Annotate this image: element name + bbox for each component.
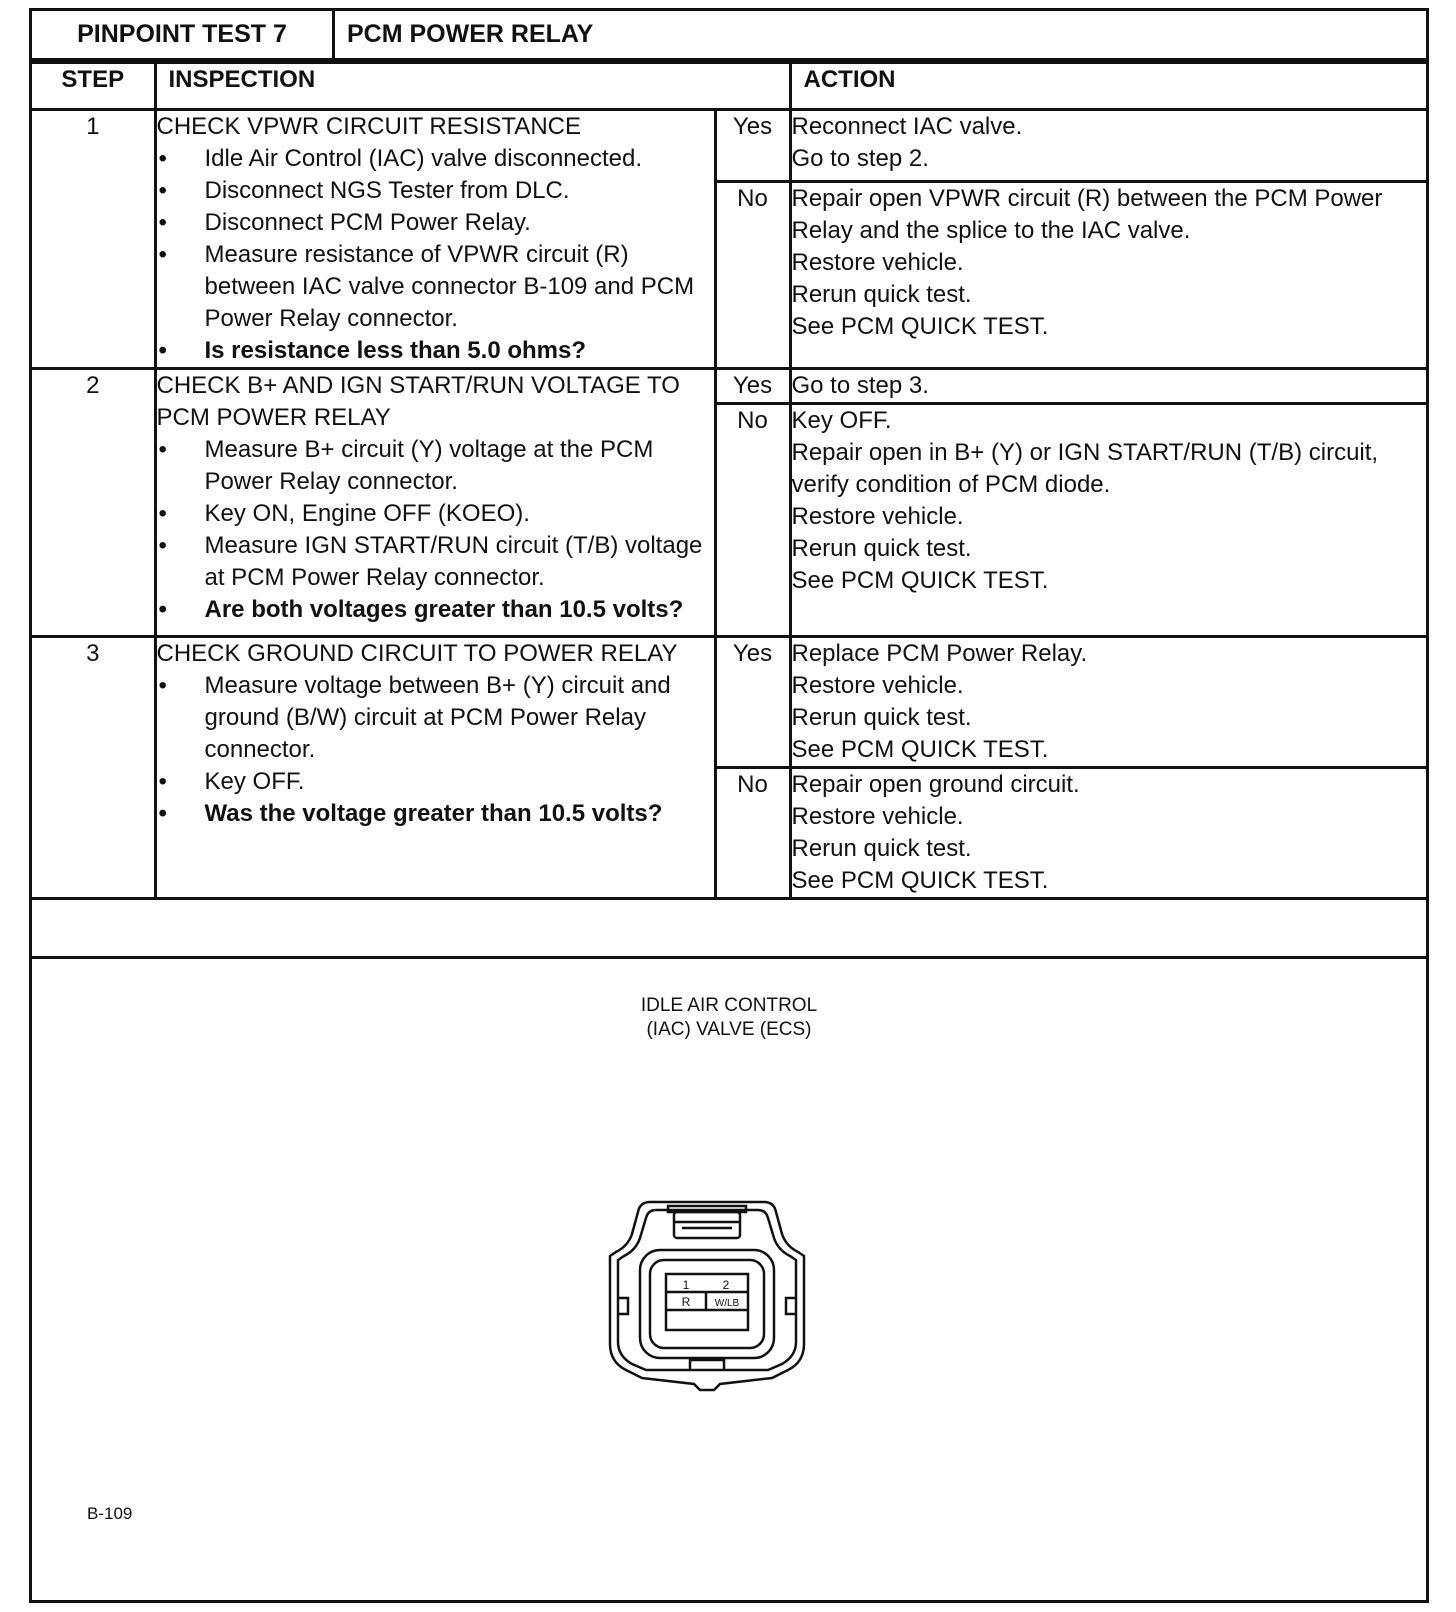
no-label: No: [715, 768, 790, 899]
pin-1-color: R: [681, 1295, 691, 1309]
check-item: • Disconnect NGS Tester from DLC.: [157, 175, 714, 207]
step-row: [32, 637, 1426, 768]
no-action: [790, 181, 1426, 368]
action-line: Key OFF.: [791, 407, 892, 434]
pin-2-number: 2: [722, 1278, 730, 1292]
inspection-cell: [155, 110, 715, 369]
test-name: PCM POWER RELAY: [347, 20, 594, 48]
check-item: • Key OFF.: [157, 766, 714, 798]
action-line: See PCM QUICK TEST.: [791, 312, 1049, 340]
step-number: 2: [32, 369, 155, 637]
column-header-row: [32, 63, 1426, 110]
no-action: [790, 404, 1426, 637]
inspection-title: CHECK B+ AND IGN START/RUN VOLTAGE TO PCM POWER RELAY: [156, 372, 680, 431]
yes-action: [790, 637, 1426, 768]
action-line: See PCM QUICK TEST.: [791, 736, 1049, 763]
diagram-title-line: IDLE AIR CONTROL: [640, 995, 818, 1016]
connector-side-tab: [786, 1298, 796, 1314]
action-line: Rerun quick test.: [791, 535, 972, 562]
action-line: Reconnect IAC valve.: [791, 113, 1023, 140]
step-number: 1: [32, 110, 155, 369]
check-item: • Disconnect PCM Power Relay.: [157, 207, 714, 239]
inspection-checklist: [157, 670, 714, 830]
no-action: [790, 768, 1426, 899]
action-line: See PCM QUICK TEST.: [791, 567, 1049, 594]
step-number: 3: [32, 637, 155, 899]
action-column-header: ACTION: [790, 63, 1426, 110]
step-row: [32, 110, 1426, 182]
check-item: • Measure B+ circuit (Y) voltage at the PCM Power Relay connector.: [157, 434, 714, 498]
no-label: No: [715, 404, 790, 637]
inspection-checklist: [157, 143, 714, 367]
inspection-column-header: INSPECTION: [155, 63, 790, 110]
yes-action: [790, 369, 1426, 404]
action-line: Rerun quick test.: [791, 835, 972, 862]
connector-latch: [674, 1212, 740, 1238]
action-line: Replace PCM Power Relay.: [791, 640, 1088, 667]
iac-connector-diagram: [602, 1194, 812, 1394]
test-header: [32, 11, 1426, 61]
connector-id-label: B-109: [87, 1504, 133, 1523]
action-line: Repair open in B+ (Y) or IGN START/RUN (T/B) circuit, verify condition of PCM diode.: [791, 439, 1379, 498]
check-item: • Idle Air Control (IAC) valve disconnected.: [157, 143, 714, 175]
test-label: PINPOINT TEST 7: [32, 11, 335, 58]
connector-bottom-key: [690, 1360, 724, 1370]
diagram-title-line: (IAC) VALVE (ECS): [646, 1019, 812, 1040]
action-line: Repair open VPWR circuit (R) between the PCM Power Relay and the splice to the IAC valve.: [791, 184, 1383, 244]
inspection-checklist: [157, 434, 714, 626]
action-line: Restore vehicle.: [791, 803, 964, 830]
inspection-cell: [155, 369, 715, 637]
action-line: Restore vehicle.: [791, 248, 964, 276]
check-item: • Measure voltage between B+ (Y) circuit and ground (B/W) circuit at PCM Power Relay connector.: [157, 670, 714, 766]
action-line: Go to step 2.: [791, 145, 929, 172]
pin-1-number: 1: [682, 1278, 690, 1292]
check-item: • Measure resistance of VPWR circuit (R) between IAC valve connector B-109 and PCM Power Relay connector.: [157, 239, 714, 335]
action-line: Rerun quick test.: [791, 704, 972, 731]
no-label: No: [715, 181, 790, 368]
yes-label: Yes: [715, 110, 790, 182]
action-line: Rerun quick test.: [791, 280, 972, 308]
pin-2-color: W/LB: [714, 1298, 740, 1309]
yes-label: Yes: [715, 637, 790, 768]
connector-side-tab: [618, 1298, 628, 1314]
inspection-title: CHECK GROUND CIRCUIT TO POWER RELAY: [156, 640, 678, 667]
check-question: • Was the voltage greater than 10.5 volts?: [157, 798, 714, 830]
yes-label: Yes: [715, 369, 790, 404]
connector-inner-shell: [618, 1210, 796, 1370]
diagram-title: [32, 994, 1426, 1042]
connector-diagram-area: [32, 956, 1426, 1600]
check-question: • Are both voltages greater than 10.5 volts?: [157, 594, 714, 626]
yes-action: [790, 110, 1426, 182]
test-steps-table: [32, 61, 1426, 900]
check-question: • Is resistance less than 5.0 ohms?: [157, 335, 714, 367]
action-line: Repair open ground circuit.: [791, 771, 1080, 798]
inspection-title: CHECK VPWR CIRCUIT RESISTANCE: [156, 113, 581, 140]
action-line: Go to step 3.: [791, 372, 929, 399]
inspection-cell: [155, 637, 715, 899]
action-line: See PCM QUICK TEST.: [791, 867, 1049, 894]
pinpoint-test-sheet: [29, 8, 1429, 1603]
step-row: [32, 369, 1426, 404]
check-item: • Key ON, Engine OFF (KOEO).: [157, 498, 714, 530]
action-line: Restore vehicle.: [791, 672, 964, 699]
check-item: • Measure IGN START/RUN circuit (T/B) voltage at PCM Power Relay connector.: [157, 530, 714, 594]
action-line: Restore vehicle.: [791, 503, 964, 530]
step-column-header: STEP: [32, 63, 155, 110]
